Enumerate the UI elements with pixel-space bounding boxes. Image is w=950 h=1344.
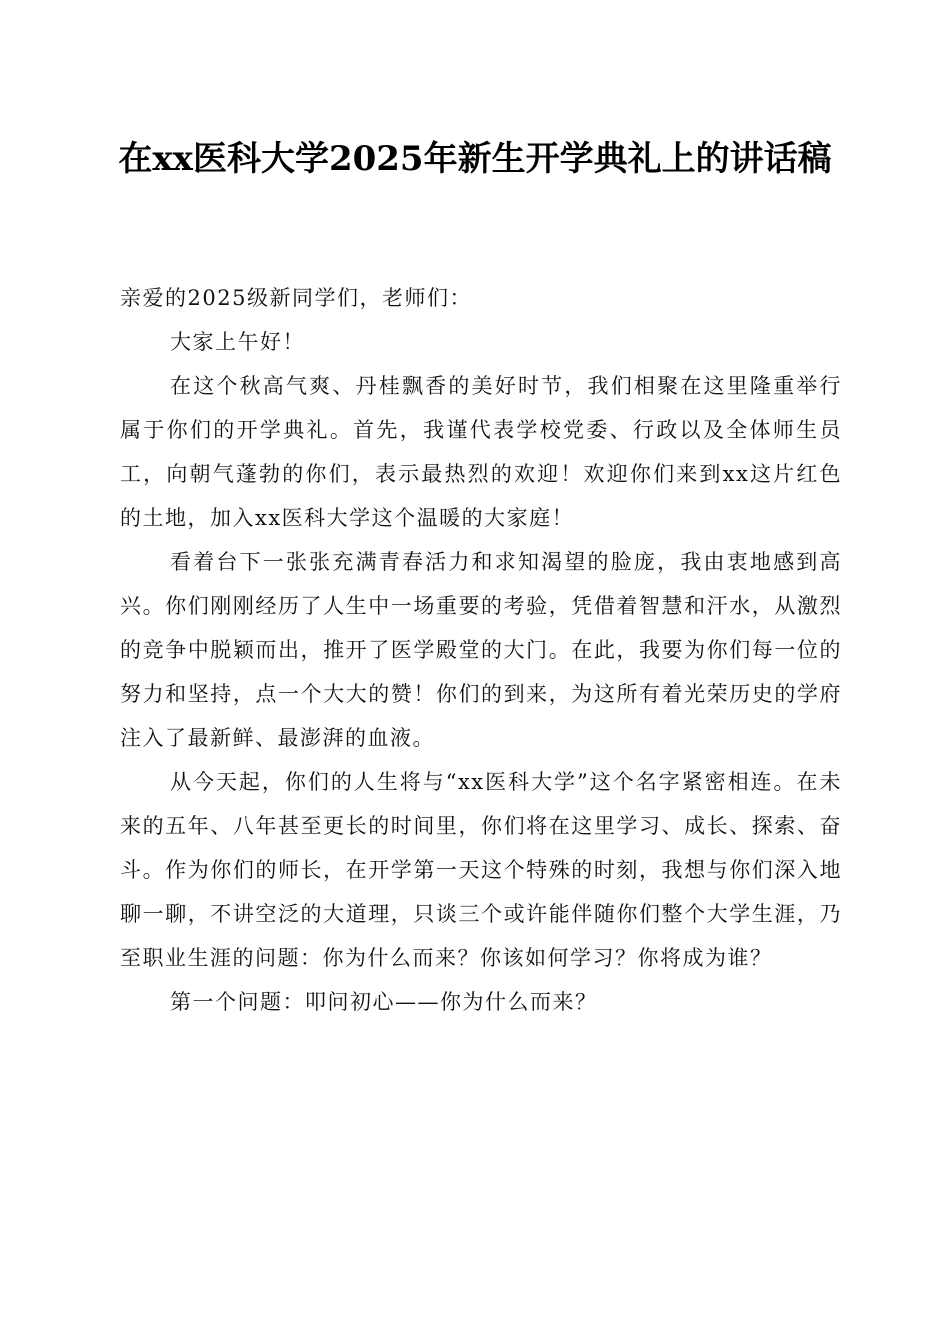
paragraph: 从今天起，你们的人生将与“xx医科大学”这个名字紧密相连。在未来的五年、八年甚至更长的时间里，你们将在这里学习、成长、探索、奋斗。作为你们的师长，在开学第一天这个特殊的时刻，我想与你们深入地聊一聊，不讲空泛的大道理，只谈三个或许能伴随你们整个大学生涯，乃至职业生涯的问题：你为什么而来？你该如何学习？你将成为谁？ bbox=[120, 770, 842, 970]
salutation: 亲爱的2025级新同学们，老师们： bbox=[120, 286, 472, 310]
paragraph: 看着台下一张张充满青春活力和求知渴望的脸庞，我由衷地感到高兴。你们刚刚经历了人生中一场重要的考验，凭借着智慧和汗水，从激烈的竞争中脱颖而出，推开了医学殿堂的大门。在此，我要为你们每一位的努力和坚持，点一个大大的赞！你们的到来，为这所有着光荣历史的学府注入了最新鲜、最澎湃的血液。 bbox=[120, 550, 842, 750]
section-heading: 第一个问题：叩问初心——你为什么而来？ bbox=[170, 990, 598, 1014]
greeting: 大家上午好！ bbox=[170, 330, 305, 354]
document-title: 在xx医科大学2025年新生开学典礼上的讲话稿 bbox=[118, 139, 832, 179]
paragraph: 在这个秋高气爽、丹桂飘香的美好时节，我们相聚在这里隆重举行属于你们的开学典礼。首先，我谨代表学校党委、行政以及全体师生员工，向朝气蓬勃的你们，表示最热烈的欢迎！欢迎你们来到xx这片红色的土地，加入xx医科大学这个温暖的大家庭！ bbox=[120, 374, 842, 530]
document-body bbox=[120, 276, 842, 1024]
